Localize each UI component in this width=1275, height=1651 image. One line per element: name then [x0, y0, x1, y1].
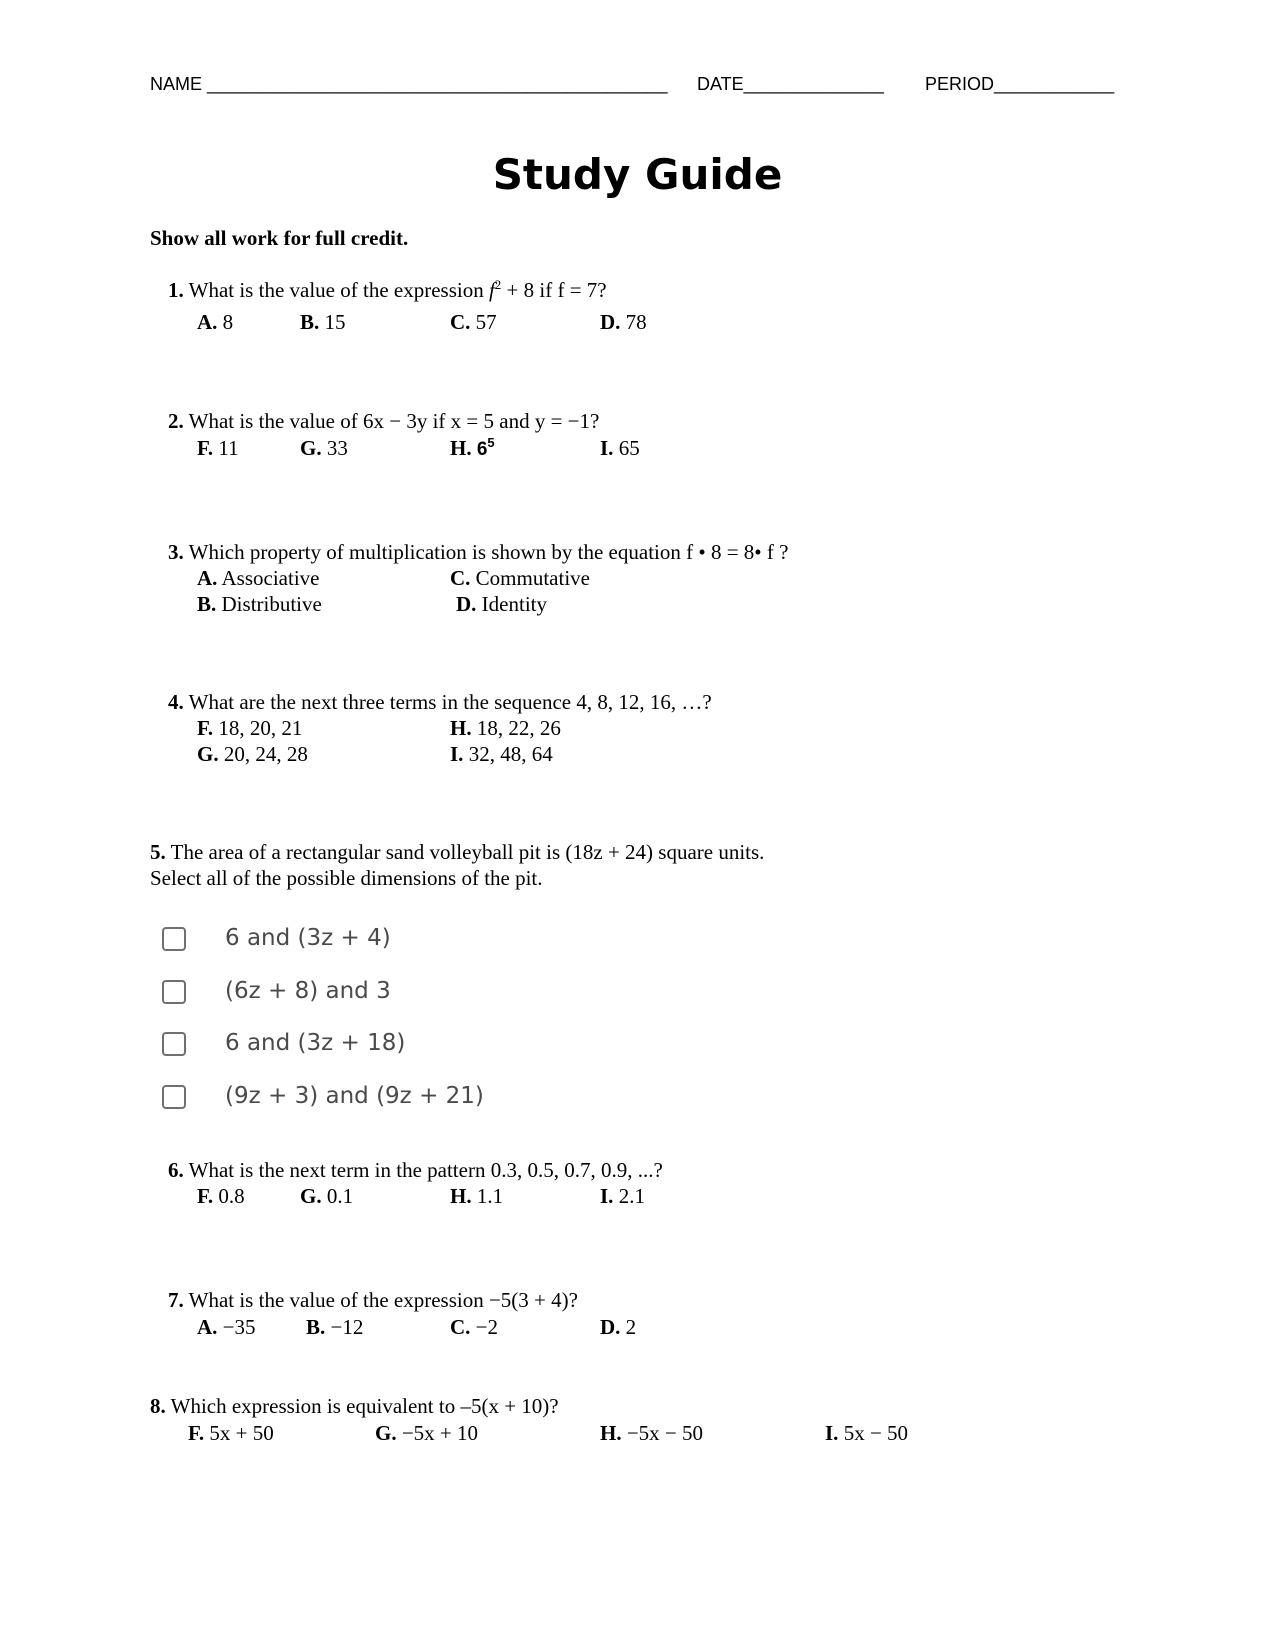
question-number: 2.: [168, 409, 184, 433]
question-7: [168, 1288, 578, 1313]
option-f: F. 18, 20, 21: [197, 716, 303, 740]
checkbox[interactable]: [162, 1032, 186, 1056]
option-g: G. 0.1: [300, 1184, 354, 1208]
question-number: 7.: [168, 1288, 184, 1312]
question-number: 5.: [150, 840, 166, 864]
option-h: H. 1.1: [450, 1184, 504, 1208]
question-5-line-2: Select all of the possible dimensions of the pit.: [150, 866, 543, 890]
exponent-base: f: [488, 278, 495, 302]
date-field-label: DATE______________: [697, 74, 884, 94]
question-2: [168, 409, 599, 434]
option-a: A. Associative: [197, 566, 320, 590]
question-5: [150, 840, 764, 865]
page-title: Study Guide: [492, 150, 783, 199]
option-f: F. 5x + 50: [188, 1421, 274, 1445]
question-text: What is the value of 6x − 3y if x = 5 and y = −1?: [188, 409, 600, 433]
checkbox[interactable]: [162, 1085, 186, 1109]
option-d: D. 78: [600, 310, 647, 334]
option-i: I. 2.1: [600, 1184, 645, 1208]
option-g: G. 20, 24, 28: [197, 742, 308, 766]
name-field-label: NAME ______________________________________________: [150, 74, 668, 94]
option-a: A. −35: [197, 1315, 256, 1339]
question-text: Which expression is equivalent to –5(x + 10)?: [170, 1394, 559, 1418]
option-b: B. Distributive: [197, 592, 322, 616]
option-f: F. 11: [197, 436, 239, 460]
question-text: What is the next term in the pattern 0.3, 0.5, 0.7, 0.9, ...?: [188, 1158, 663, 1182]
question-3: [168, 540, 788, 565]
option-h: H. $6^5$: [450, 435, 495, 460]
question-1: [168, 278, 607, 303]
checkbox[interactable]: [162, 927, 186, 951]
option-g: G. 33: [300, 436, 348, 460]
question-number: 1.: [168, 278, 184, 302]
option-c: C. 57: [450, 310, 497, 334]
option-c: C. Commutative: [450, 566, 590, 590]
question-text: Which property of multiplication is shown by the equation f • 8 = 8• f ?: [188, 540, 789, 564]
question-text: What are the next three terms in the sequence 4, 8, 12, 16, …?: [188, 690, 712, 714]
question-number: 6.: [168, 1158, 184, 1182]
option-h: H. 18, 22, 26: [450, 716, 561, 740]
question-text: What is the value of the expression: [188, 278, 489, 302]
option-d: D. Identity: [456, 592, 547, 616]
option-i: I. 65: [600, 436, 640, 460]
question-text: The area of a rectangular sand volleyball pit is (18z + 24) square units.: [170, 840, 765, 864]
option-h: H. −5x − 50: [600, 1421, 704, 1445]
option-b: B. −12: [306, 1315, 364, 1339]
question-text: What is the value of the expression −5(3 + 4)?: [188, 1288, 578, 1312]
option-a: A. 8: [197, 310, 234, 334]
question-number: 8.: [150, 1394, 166, 1418]
question-number: 4.: [168, 690, 184, 714]
option-b: B. 15: [300, 310, 346, 334]
question-number: 3.: [168, 540, 184, 564]
checkbox-label: 6 and (3z + 18): [225, 1030, 406, 1056]
option-c: C. −2: [450, 1315, 499, 1339]
option-g: G. −5x + 10: [375, 1421, 479, 1445]
option-f: F. 0.8: [197, 1184, 245, 1208]
question-text-end: + 8 if f = 7?: [501, 278, 607, 302]
checkbox-label: 6 and (3z + 4): [225, 925, 391, 951]
question-6: [168, 1158, 663, 1183]
checkbox-label: (9z + 3) and (9z + 21): [225, 1083, 484, 1109]
option-i: I. 32, 48, 64: [450, 742, 553, 766]
instructions: Show all work for full credit.: [150, 226, 409, 250]
checkbox-label: (6z + 8) and 3: [225, 978, 391, 1004]
question-4: [168, 690, 712, 715]
exponent: 2: [494, 277, 502, 292]
option-d: D. 2: [600, 1315, 637, 1339]
checkbox[interactable]: [162, 980, 186, 1004]
period-field-label: PERIOD____________: [925, 74, 1115, 94]
question-8: [150, 1394, 559, 1419]
option-i: I. 5x − 50: [825, 1421, 909, 1445]
